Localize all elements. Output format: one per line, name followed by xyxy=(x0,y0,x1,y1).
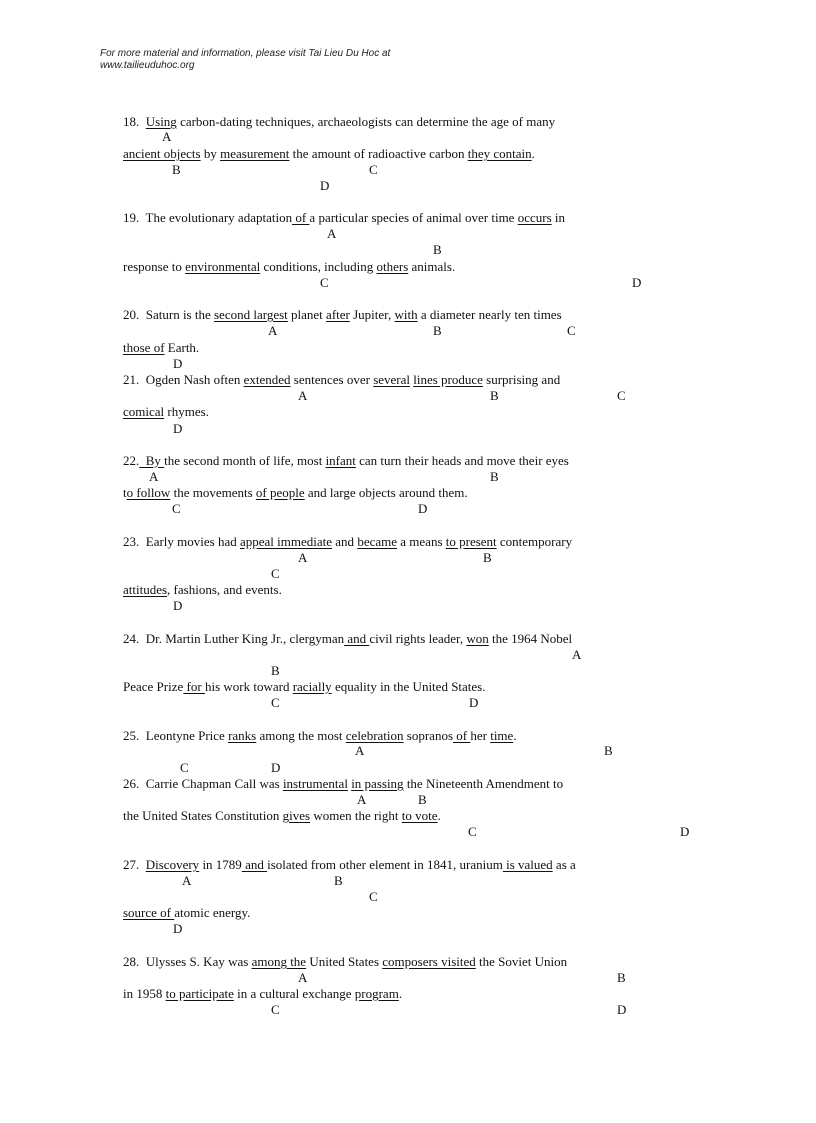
underlined-option: won xyxy=(466,631,489,646)
sentence-text: in 1958 xyxy=(123,986,166,1001)
sentence-text: 19. The evolutionary adaptation xyxy=(123,210,293,225)
underlined-option: became xyxy=(357,534,398,549)
option-letter: B xyxy=(483,550,492,565)
underlined-option: and xyxy=(344,631,370,646)
sentence-text: Earth. xyxy=(164,340,200,355)
question-24-line-2 xyxy=(123,679,486,694)
underlined-option: celebration xyxy=(345,728,404,743)
option-letter: C xyxy=(369,889,378,904)
sentence-text: the Nineteenth Amendment to xyxy=(403,776,564,791)
underlined-option: environmental xyxy=(185,259,261,274)
underlined-option: they contain xyxy=(467,146,532,161)
sentence-text: and large objects around them. xyxy=(304,485,468,500)
question-21-line-1 xyxy=(123,372,560,387)
option-letter: C xyxy=(369,162,378,177)
sentence-text: planet xyxy=(287,307,327,322)
underlined-option: in passing xyxy=(351,776,404,791)
sentence-text: . xyxy=(513,728,517,743)
underlined-option: program xyxy=(354,986,399,1001)
sentence-text: animals. xyxy=(408,259,456,274)
option-letter: A xyxy=(182,873,192,888)
question-26-line-2 xyxy=(123,808,441,823)
option-letter: D xyxy=(271,760,281,775)
question-20-line-1 xyxy=(123,307,562,322)
sentence-text: United States xyxy=(306,954,383,969)
underlined-option: appeal immediate xyxy=(239,534,333,549)
question-27-line-2 xyxy=(123,905,250,920)
question-26-line-1 xyxy=(123,776,563,791)
option-letter: A xyxy=(298,388,308,403)
sentence-text: women the right xyxy=(310,808,402,823)
underlined-option: ancient objects xyxy=(123,146,201,161)
sentence-text: contemporary xyxy=(496,534,573,549)
underlined-option: those of xyxy=(123,340,165,355)
option-letter: A xyxy=(572,647,582,662)
underlined-option: o follow xyxy=(126,485,171,500)
question-18-line-2 xyxy=(123,146,535,161)
underlined-option: measurement xyxy=(220,146,290,161)
sentence-text: 26. Carrie Chapman Call was xyxy=(123,776,283,791)
underlined-option: of xyxy=(453,728,471,743)
option-letter: C xyxy=(271,695,280,710)
sentence-text: isolated from other element in 1841, uranium xyxy=(267,857,503,872)
option-letter: D xyxy=(469,695,479,710)
option-letter: C xyxy=(567,323,576,338)
underlined-option: with xyxy=(394,307,418,322)
option-letter: C xyxy=(271,1002,280,1017)
sentence-text: a particular species of animal over time xyxy=(309,210,518,225)
sentence-text: 27. xyxy=(123,857,146,872)
sentence-text: among the most xyxy=(256,728,346,743)
sentence-text: his work toward xyxy=(204,679,293,694)
option-letter: D xyxy=(632,275,642,290)
underlined-option: to participate xyxy=(165,986,234,1001)
question-25-line-1 xyxy=(123,728,517,743)
option-letter: D xyxy=(680,824,690,839)
sentence-text: surprising and xyxy=(482,372,561,387)
underlined-option: Using xyxy=(145,114,177,129)
underlined-option: gives xyxy=(282,808,311,823)
option-letter: B xyxy=(271,663,280,678)
question-22-line-1 xyxy=(123,453,569,468)
sentence-text: 24. Dr. Martin Luther King Jr., clergyman xyxy=(123,631,345,646)
sentence-text: 23. Early movies had xyxy=(123,534,240,549)
underlined-option: others xyxy=(376,259,409,274)
sentence-text: 28. Ulysses S. Kay was xyxy=(123,954,252,969)
sentence-text: . xyxy=(437,808,441,823)
underlined-option: racially xyxy=(292,679,332,694)
underlined-option: several xyxy=(373,372,410,387)
underlined-option: after xyxy=(326,307,350,322)
sentence-text: , fashions, and events. xyxy=(167,582,282,597)
option-letter: D xyxy=(173,356,183,371)
sentence-text: 21. Ogden Nash often xyxy=(123,372,244,387)
sentence-text: . xyxy=(531,146,535,161)
sentence-text: a means xyxy=(397,534,446,549)
sentence-text: carbon-dating techniques, archaeologists can determine the age of many xyxy=(176,114,556,129)
option-letter: A xyxy=(298,970,308,985)
option-letter: C xyxy=(320,275,329,290)
underlined-option: instrumental xyxy=(282,776,348,791)
sentence-text: response to xyxy=(123,259,186,274)
question-27-line-1 xyxy=(123,857,576,872)
option-letter: C xyxy=(617,388,626,403)
sentence-text: 18. xyxy=(123,114,146,129)
option-letter: B xyxy=(490,388,499,403)
underlined-option: infant xyxy=(325,453,356,468)
sentence-text: and xyxy=(332,534,358,549)
underlined-option: of people xyxy=(255,485,305,500)
option-letter: D xyxy=(418,501,428,516)
option-letter: A xyxy=(298,550,308,565)
question-28-line-2 xyxy=(123,986,402,1001)
header-website[interactable]: www.tailieuduhoc.org xyxy=(100,60,195,71)
sentence-text: in 1789 xyxy=(199,857,242,872)
sentence-text: t xyxy=(123,485,127,500)
sentence-text: her xyxy=(470,728,491,743)
question-28-line-1 xyxy=(123,954,567,969)
sentence-text: conditions, including xyxy=(260,259,377,274)
underlined-option: of xyxy=(292,210,310,225)
underlined-option: and xyxy=(241,857,268,872)
underlined-option: among the xyxy=(251,954,307,969)
option-letter: A xyxy=(162,129,172,144)
sentence-text: the amount of radioactive carbon xyxy=(289,146,468,161)
sentence-text: by xyxy=(200,146,221,161)
question-24-line-1 xyxy=(123,631,572,646)
underlined-option: Discovery xyxy=(145,857,200,872)
option-letter: A xyxy=(357,792,367,807)
option-letter: A xyxy=(149,469,159,484)
option-letter: A xyxy=(327,226,337,241)
option-letter: C xyxy=(468,824,477,839)
question-19-line-2 xyxy=(123,259,455,274)
sentence-text: atomic energy. xyxy=(174,905,251,920)
sentence-text: Peace Prize xyxy=(123,679,184,694)
option-letter: B xyxy=(418,792,427,807)
sentence-text: as a xyxy=(552,857,576,872)
option-letter: C xyxy=(271,566,280,581)
option-letter: B xyxy=(334,873,343,888)
option-letter: D xyxy=(617,1002,627,1017)
sentence-text: . xyxy=(398,986,403,1001)
option-letter: D xyxy=(173,421,183,436)
question-23-line-2 xyxy=(123,582,282,597)
question-23-line-1 xyxy=(123,534,572,549)
underlined-option: extended xyxy=(243,372,291,387)
option-letter: A xyxy=(355,743,365,758)
underlined-option: is valued xyxy=(502,857,553,872)
option-letter: B xyxy=(490,469,499,484)
sentence-text: rhymes. xyxy=(164,404,209,419)
underlined-option: comical xyxy=(123,404,165,419)
sentence-text: the second month of life, most xyxy=(164,453,326,468)
underlined-option: source of xyxy=(123,905,175,920)
underlined-option: attitudes xyxy=(123,582,168,597)
page-header xyxy=(100,48,390,72)
underlined-option: ranks xyxy=(228,728,257,743)
sentence-text: in a cultural exchange xyxy=(233,986,355,1001)
sentence-text: Jupiter, xyxy=(349,307,395,322)
underlined-option: occurs xyxy=(517,210,552,225)
option-letter: C xyxy=(172,501,181,516)
sentence-text: civil rights leader, xyxy=(369,631,467,646)
question-21-line-2 xyxy=(123,404,209,419)
sentence-text: a diameter nearly ten times xyxy=(417,307,562,322)
option-letter: C xyxy=(180,760,189,775)
question-19-line-1 xyxy=(123,210,565,225)
sentence-text: the movements xyxy=(170,485,256,500)
underlined-option: time xyxy=(490,728,514,743)
option-letter: B xyxy=(604,743,613,758)
sentence-text: the 1964 Nobel xyxy=(488,631,573,646)
sentence-text: sentences over xyxy=(290,372,374,387)
option-letter: B xyxy=(433,323,442,338)
question-18-line-1 xyxy=(123,114,555,129)
underlined-option: lines produce xyxy=(413,372,483,387)
option-letter: B xyxy=(172,162,181,177)
underlined-option: second largest xyxy=(214,307,288,322)
sentence-text: the Soviet Union xyxy=(475,954,568,969)
sentence-text: equality in the United States. xyxy=(331,679,486,694)
option-letter: D xyxy=(173,921,183,936)
sentence-text: sopranos xyxy=(403,728,453,743)
option-letter: B xyxy=(433,242,442,257)
sentence-text: in xyxy=(551,210,566,225)
sentence-text: the United States Constitution xyxy=(123,808,283,823)
option-letter: A xyxy=(268,323,278,338)
underlined-option: to vote xyxy=(401,808,438,823)
sentence-text: 25. Leontyne Price xyxy=(123,728,229,743)
underlined-option: composers visited xyxy=(382,954,476,969)
sentence-text: 22. xyxy=(123,453,140,468)
sentence-text: 20. Saturn is the xyxy=(123,307,214,322)
underlined-option: By xyxy=(139,453,165,468)
sentence-text: can turn their heads and move their eyes xyxy=(355,453,569,468)
option-letter: D xyxy=(320,178,330,193)
header-line-1: For more material and information, please visit Tai Lieu Du Hoc at xyxy=(100,48,391,59)
question-22-line-2 xyxy=(123,485,468,500)
underlined-option: to present xyxy=(445,534,497,549)
option-letter: D xyxy=(173,598,183,613)
underlined-option: for xyxy=(183,679,205,694)
question-20-line-2 xyxy=(123,340,199,355)
option-letter: B xyxy=(617,970,626,985)
